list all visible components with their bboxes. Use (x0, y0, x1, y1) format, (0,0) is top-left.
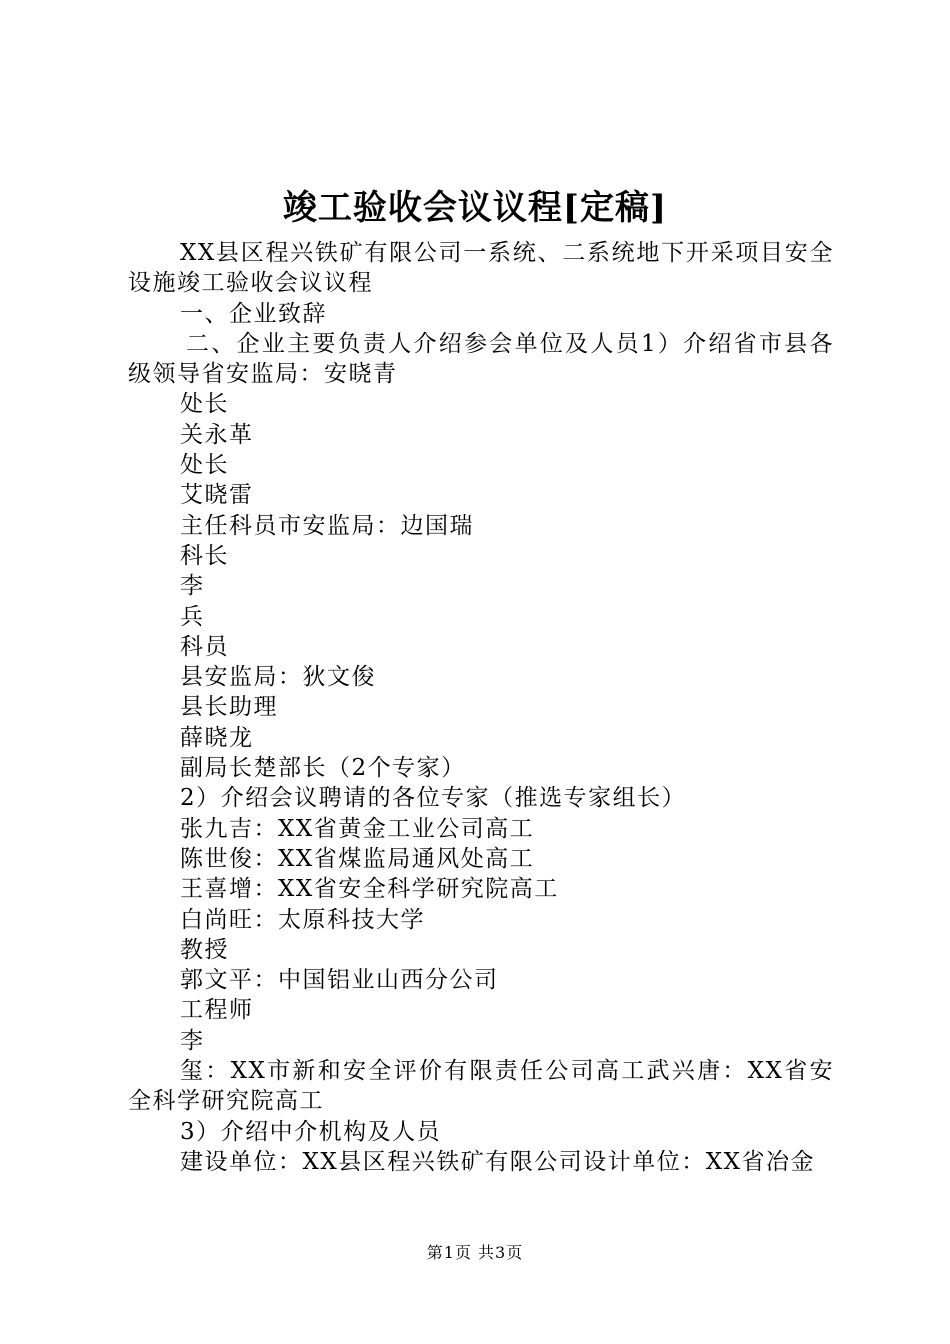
paragraph: 兵 (180, 603, 205, 630)
page-footer: 第1页 共3页 (426, 1243, 524, 1262)
paragraph: 处长 (180, 391, 229, 418)
paragraph: 李 (180, 1027, 205, 1054)
paragraph: 科员 (180, 633, 229, 660)
paragraph: 3）介绍中介机构及人员 (180, 1118, 442, 1145)
paragraph: 陈世俊：XX省煤监局通风处高工 (180, 845, 535, 872)
paragraph: 县安监局：狄文俊 (180, 664, 376, 691)
paragraph: 李 (180, 573, 205, 600)
paragraph: 艾晓雷 (180, 482, 254, 509)
paragraph: 张九吉：XX省黄金工业公司高工 (180, 815, 535, 842)
paragraph: 2）介绍会议聘请的各位专家（推选专家组长） (180, 785, 687, 812)
paragraph: 县长助理 (180, 694, 278, 721)
paragraph: 处长 (180, 452, 229, 479)
paragraph: 薛晓龙 (180, 724, 254, 751)
paragraph: 副局长楚部长（2个专家） (180, 755, 466, 782)
paragraph: 关永革 (180, 421, 254, 448)
paragraph: 工程师 (180, 997, 254, 1024)
paragraph: 郭文平：中国铝业山西分公司 (180, 967, 499, 994)
paragraph: 主任科员市安监局：边国瑞 (180, 512, 474, 539)
paragraph: 建设单位：XX县区程兴铁矿有限公司设计单位：XX省冶金 (180, 1148, 815, 1175)
paragraph: 白尚旺：太原科技大学 (180, 906, 425, 933)
document-body (128, 238, 834, 1177)
paragraph: 玺：XX市新和安全评价有限责任公司高工武兴唐：XX省安全科学研究院高工 (128, 1058, 834, 1115)
paragraph: 教授 (180, 936, 229, 963)
paragraph: XX县区程兴铁矿有限公司一系统、二系统地下开采项目安全设施竣工验收会议议程 (128, 240, 834, 297)
paragraph: 二、企业主要负责人介绍参会单位及人员1）介绍省市县各级领导省安监局：安晓青 (128, 330, 834, 388)
document-title: 竣工验收会议议程[定稿] (282, 188, 668, 228)
paragraph: 一、企业致辞 (180, 300, 327, 327)
paragraph: 科长 (180, 542, 229, 569)
paragraph: 王喜增：XX省安全科学研究院高工 (180, 876, 559, 903)
